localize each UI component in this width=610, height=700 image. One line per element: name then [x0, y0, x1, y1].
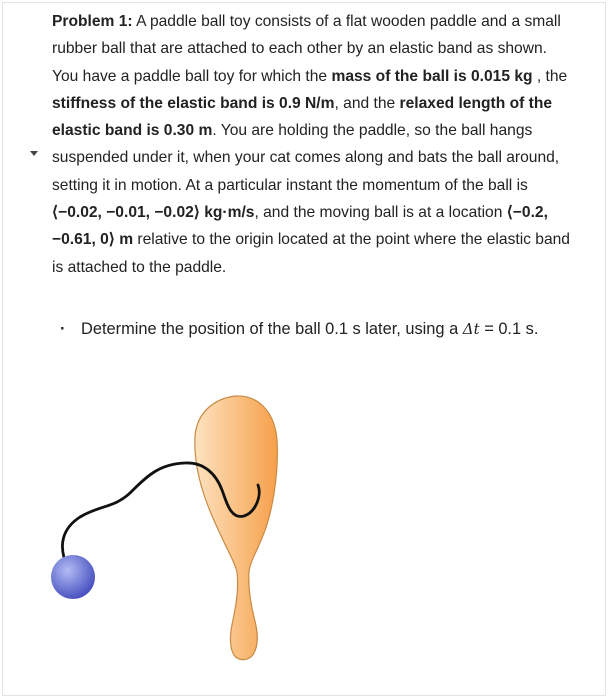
problem-text-4: . You are holding the paddle, so the ball hangs suspended under it, when your cat comes along and bats the ball around, setting it in motion. At a particular instant the momentum of the ball is — [52, 122, 560, 194]
location-vector: ⟨−0.2, −0.61, 0⟩ m — [52, 204, 548, 249]
ball-mass: mass of the ball is 0.015 kg — [331, 67, 533, 85]
question-text-before: Determine the position of the ball 0.1 s later, using a — [81, 320, 463, 338]
question-item — [60, 316, 560, 343]
problem-label: Problem 1: — [52, 13, 133, 30]
momentum-vector: ⟨−0.02, −0.01, −0.02⟩ kg·m/s — [52, 204, 255, 222]
paddle-icon — [195, 396, 278, 660]
problem-text-1: A paddle ball toy consists of a flat wooden paddle and a small rubber ball that are attached to each other by an elastic band as shown. You have a paddle ball toy for which the — [52, 13, 561, 85]
problem-text-5: , and the moving ball is at a location — [254, 204, 507, 222]
relaxed-length: relaxed length of the elastic band is 0.30 m — [52, 94, 553, 140]
rubber-ball-icon — [51, 555, 95, 599]
question-text-after: = 0.1 s. — [479, 320, 539, 338]
problem-text-6: relative to the origin located at the point where the elastic band is attached to the paddle. — [52, 231, 570, 276]
bullet-icon: · — [60, 320, 66, 338]
band-stiffness: stiffness of the elastic band is 0.9 N/m — [52, 94, 335, 112]
collapse-caret-icon[interactable] — [30, 151, 38, 156]
problem-text-2: , the — [532, 67, 568, 85]
problem-statement — [52, 8, 572, 281]
delta-t-symbol: Δt — [462, 320, 480, 338]
question-text — [60, 316, 560, 343]
paddle-ball-figure — [0, 380, 610, 700]
problem-text-3: , and the — [334, 94, 400, 112]
